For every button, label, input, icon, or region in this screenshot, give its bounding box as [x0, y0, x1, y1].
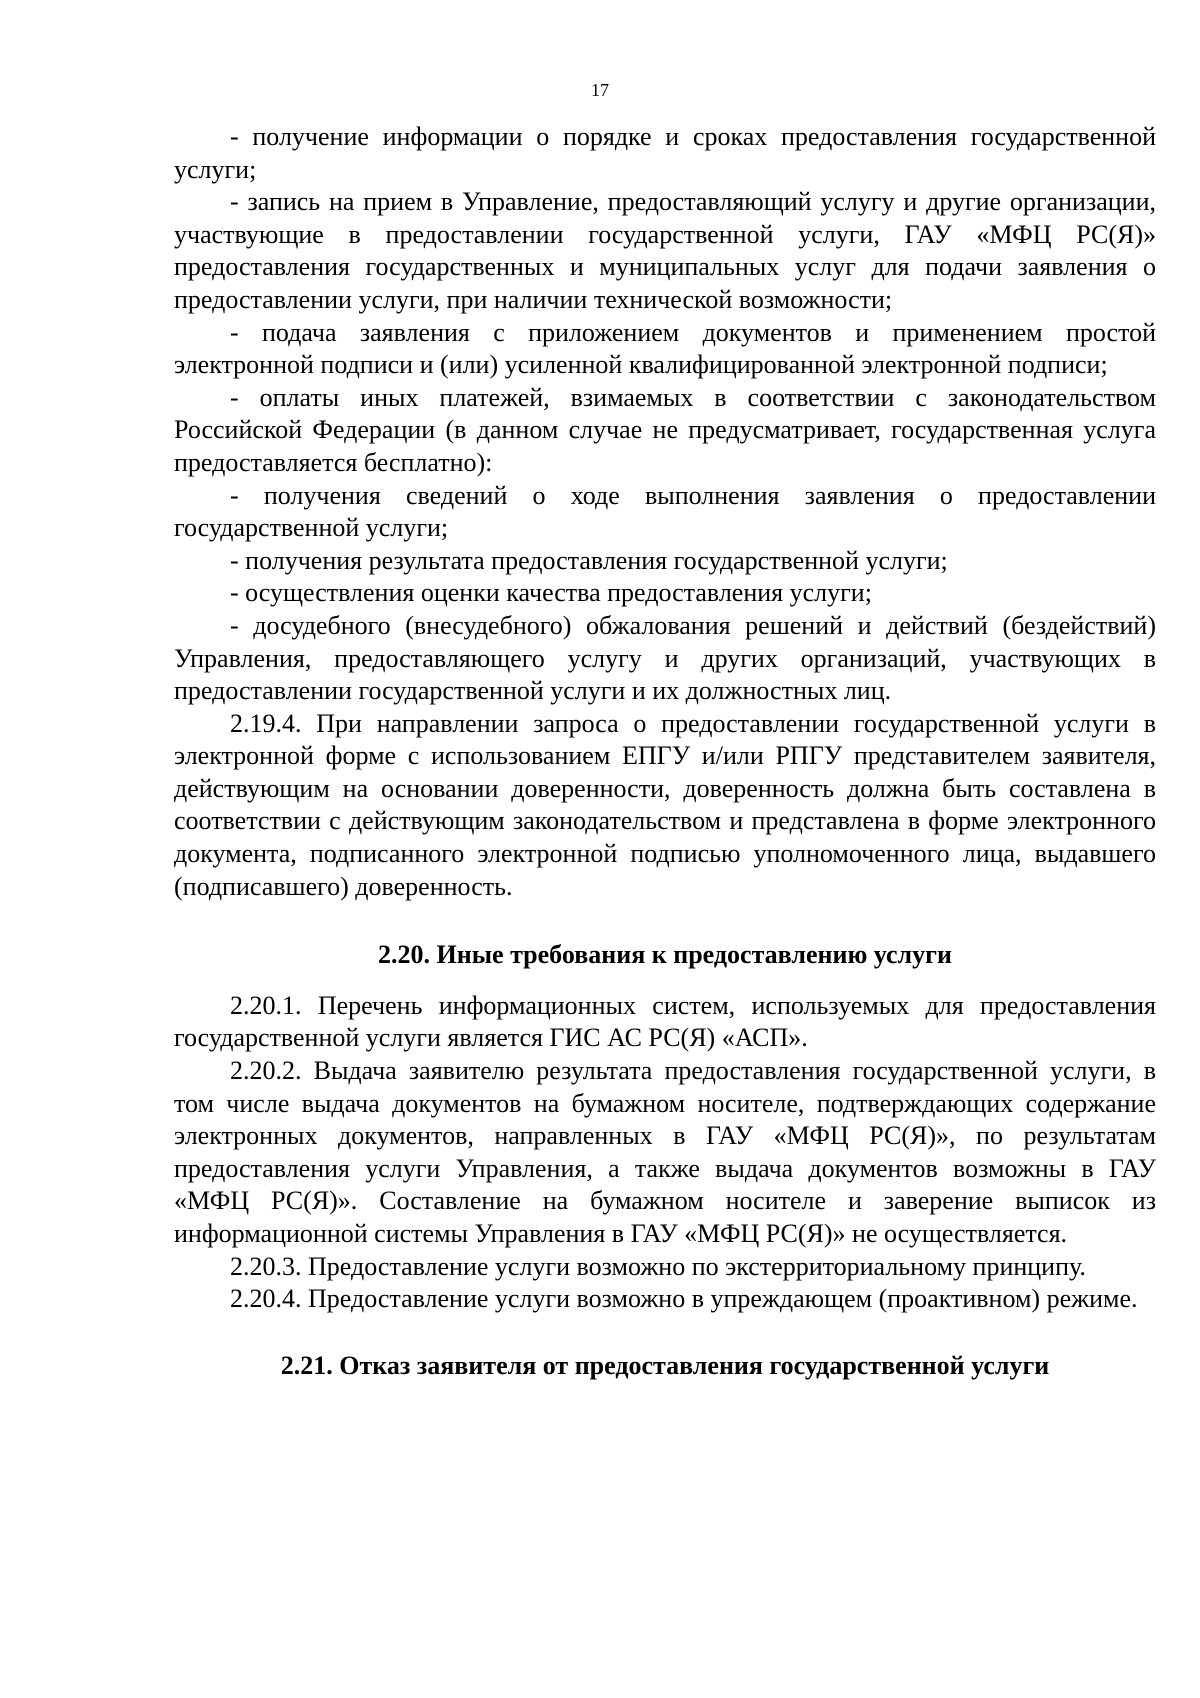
document-body: [174, 121, 1156, 1382]
paragraph-application-submission: - подача заявления с приложением документов и применением простой электронной подписи и (или) усиленной квалифицированной электронной подписи;: [174, 317, 1156, 380]
section-heading-2-20: 2.20. Иные требования к предоставлению услуги: [378, 940, 952, 970]
paragraph-appointment-booking: - запись на прием в Управление, предоставляющий услугу и другие организации, участвующие в предоставлении государственной услуги, ГАУ «МФЦ РС(Я)» предоставления государственных и муниципальных услуг для подачи заявления о предоставлении услуги, при наличии технической возможности;: [174, 187, 1156, 314]
section-heading-2-21: 2.21. Отказ заявителя от предоставления государственной услуги: [280, 1350, 1050, 1380]
paragraph-2-20-3: 2.20.3. Предоставление услуги возможно по экстерриториальному принципу.: [230, 1251, 1086, 1281]
paragraph-2-20-2: 2.20.2. Выдача заявителю результата предоставления государственной услуги, в том числе выдача документов на бумажном носителе, подтверждающих содержание электронных документов, направленных в ГАУ «МФЦ РС(Я)», по результатам предоставления услуги Управления, а также выдача документов возможны в ГАУ «МФЦ РС(Я)». Составление на бумажном носителе и заверение выписок из информационной системы Управления в ГАУ «МФЦ РС(Я)» не осуществляется.: [174, 1056, 1156, 1248]
paragraph-other-payments: - оплаты иных платежей, взимаемых в соответствии с законодательством Российской Федерации (в данном случае не предусматривает, государственная услуга предоставляется бесплатно):: [174, 382, 1156, 477]
paragraph-progress-info: - получения сведений о ходе выполнения заявления о предоставлении государственной услуги;: [174, 480, 1156, 543]
paragraph-info-on-procedure: - получение информации о порядке и сроках предоставления государственной услуги;: [174, 122, 1156, 184]
paragraph-2-20-1: 2.20.1. Перечень информационных систем, используемых для предоставления государственной услуги является ГИС АС РС(Я) «АСП».: [174, 990, 1156, 1053]
paragraph-result-receipt: - получения результата предоставления государственной услуги;: [230, 545, 948, 575]
page-number: 17: [591, 80, 609, 100]
paragraph-2-19-4: 2.19.4. При направлении запроса о предоставлении государственной услуги в электронной форме с использованием ЕПГУ и/или РПГУ представителем заявителя, действующим на основании доверенности, доверенность должна быть составлена в соответствии с действующим законодательством и представлена в форме электронного документа, подписанного электронной подписью уполномоченного лица, выдавшего (подписавшего) доверенность.: [174, 708, 1156, 901]
paragraph-quality-assessment: - осуществления оценки качества предоставления услуги;: [230, 578, 872, 608]
paragraph-pretrial-appeal: - досудебного (внесудебного) обжалования решений и действий (бездействий) Управления, предоставляющего услугу и других организаций, участвующих в предоставлении государственной услуги и их должностных лиц.: [174, 610, 1156, 706]
paragraph-2-20-4: 2.20.4. Предоставление услуги возможно в упреждающем (проактивном) режиме.: [230, 1284, 1138, 1314]
